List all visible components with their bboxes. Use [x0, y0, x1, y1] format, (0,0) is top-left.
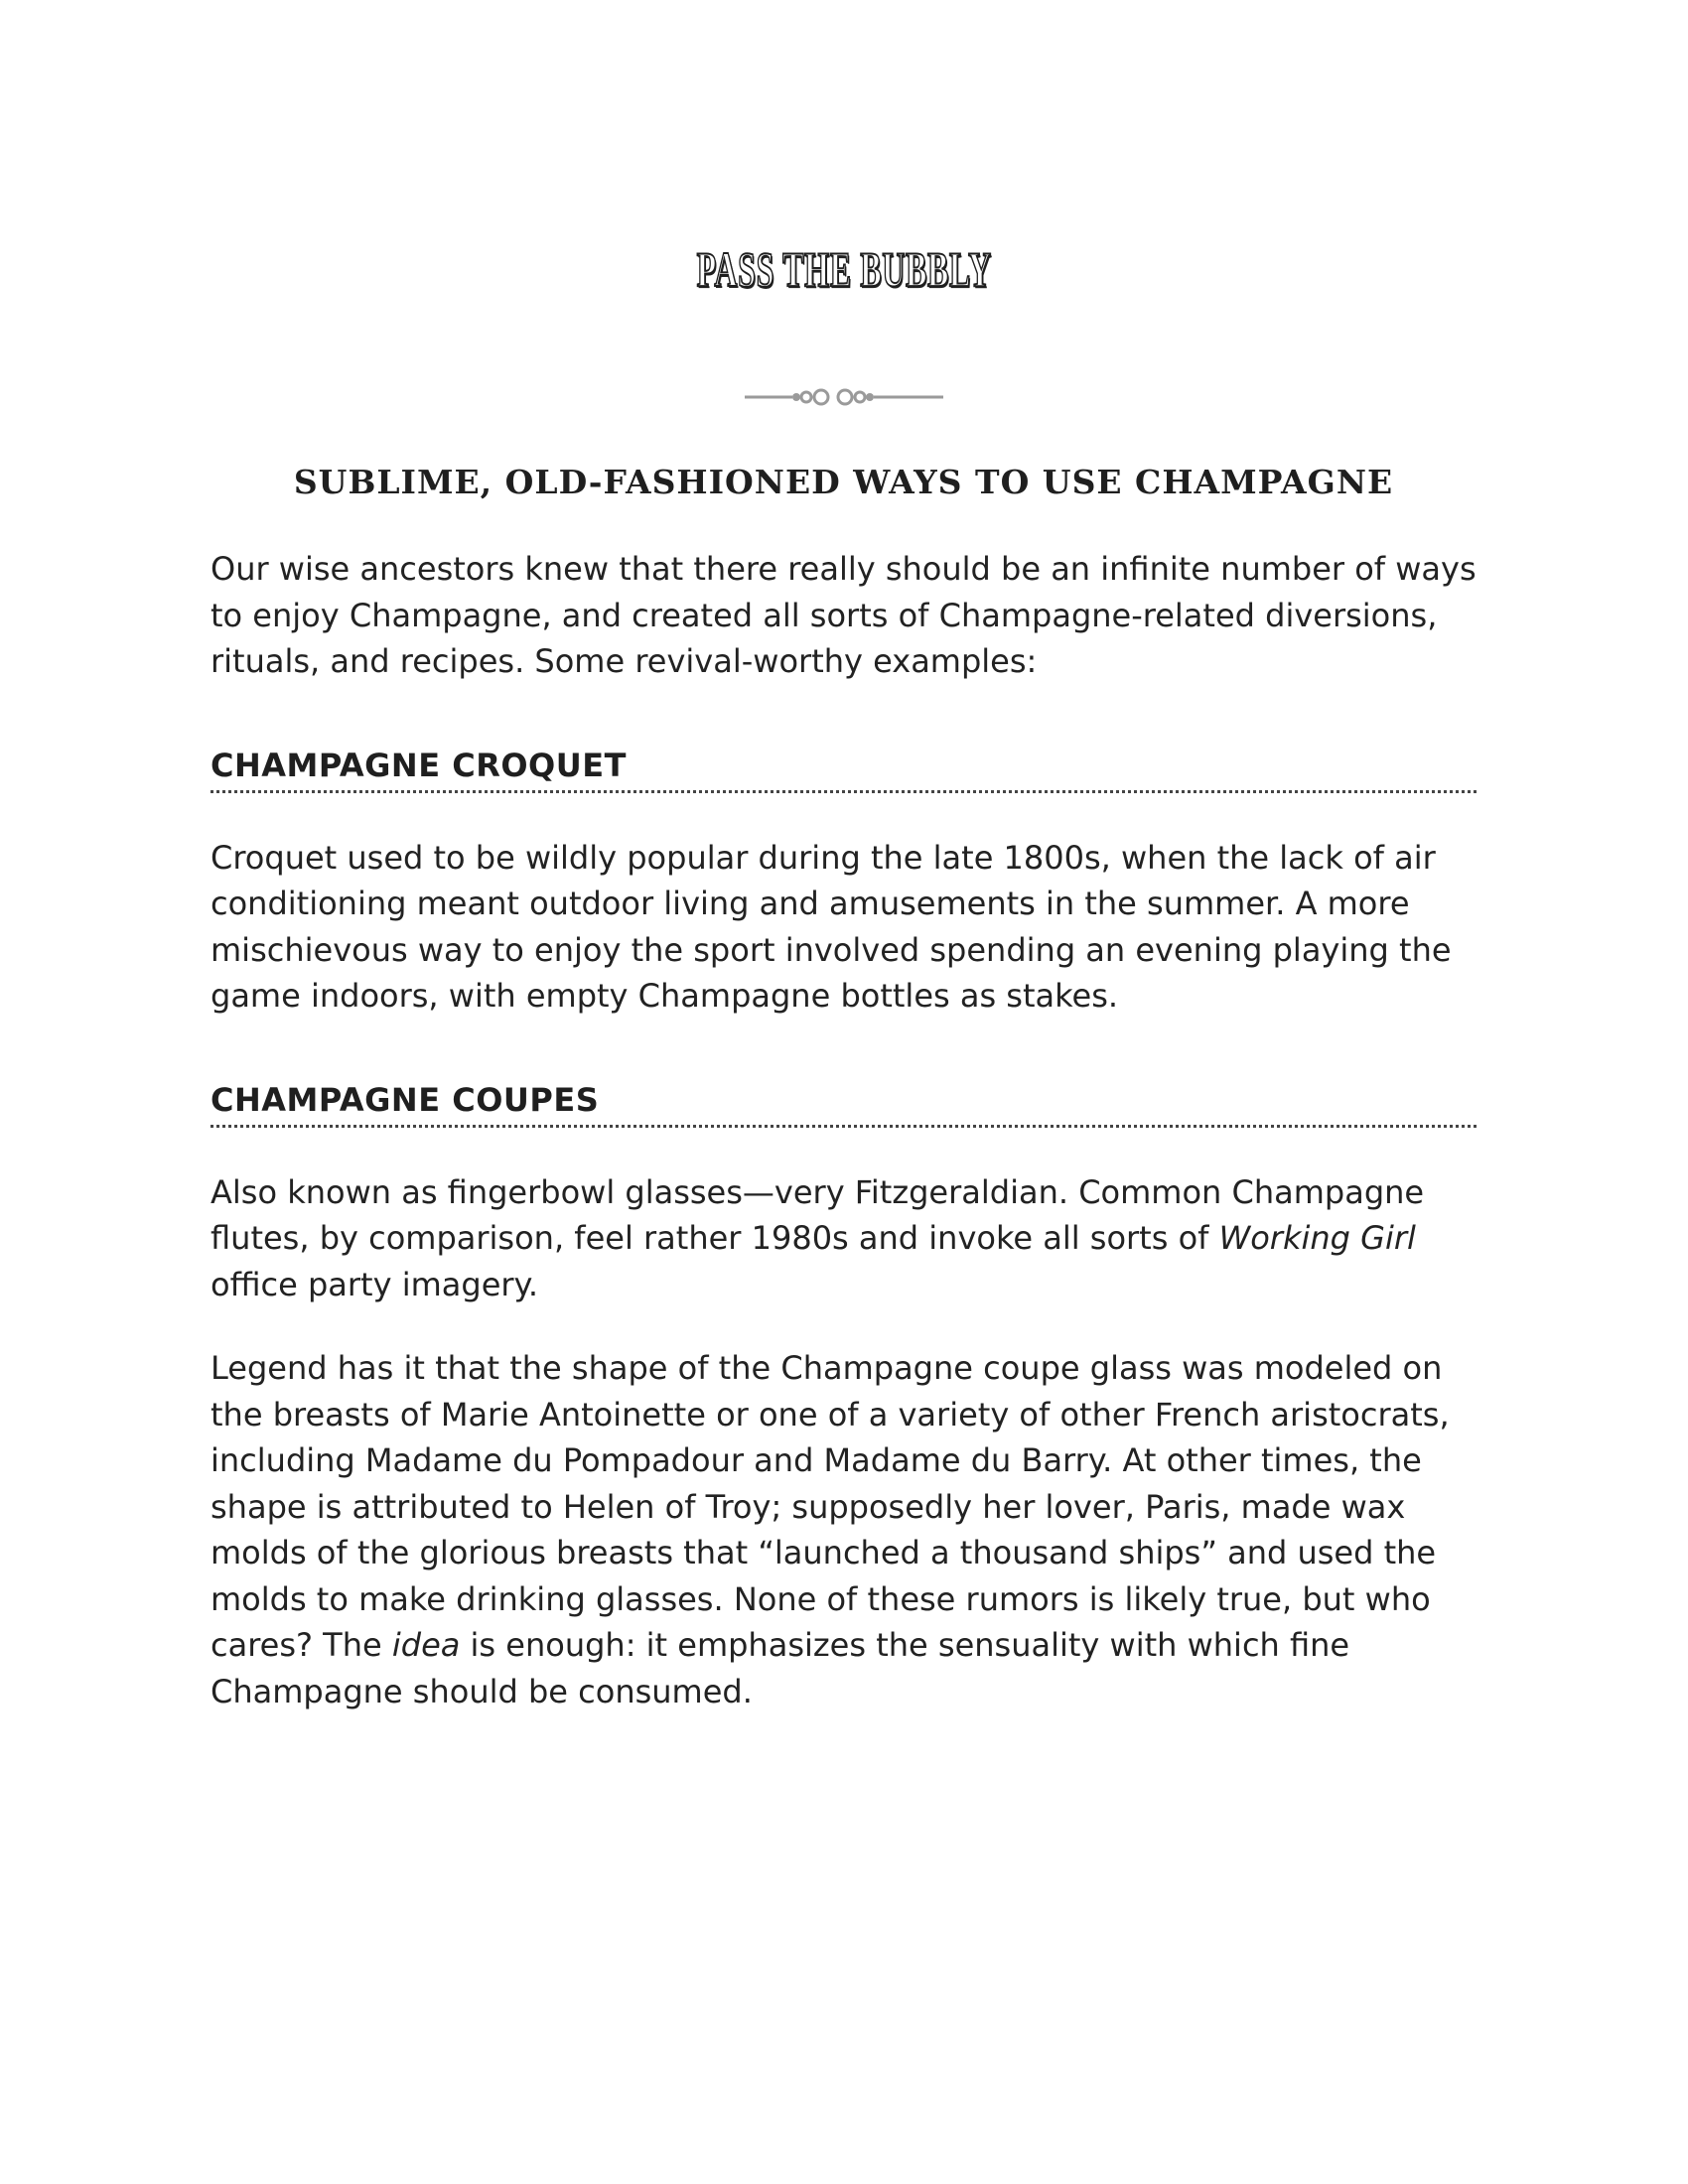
section-heading: SUBLIME, OLD-FASHIONED WAYS TO USE CHAMPAGNE [293, 463, 1394, 501]
main-content [211, 463, 1477, 1714]
paragraph-text: is enough: it emphasizes the sensuality with which fine Champagne should be consumed. [211, 1626, 1350, 1710]
film-title-italic: Working Girl [1218, 1219, 1416, 1257]
croquet-paragraph: Croquet used to be wildly popular during the late 1800s, when the lack of air conditioning meant outdoor living and amusements in the summer. A more mischievous way to enjoy the sport involved spending an evening playing the game indoors, with empty Champagne bottles as stakes. [211, 838, 1452, 1015]
intro-paragraph: Our wise ancestors knew that there really should be an infinite number of ways to enjoy Champagne, and created all sorts of Champagne-related diversions, rituals, and recipes. Some revival-worthy examples: [211, 550, 1477, 680]
paragraph-text: Legend has it that the shape of the Champagne coupe glass was modeled on the breasts of Marie Antoinette or one of a variety of other French aristocrats, including Madame du Pompadour and Madame du Barry. At other times, the shape is attributed to Helen of Troy; supposedly her lover, Paris, made wax molds of the glorious breasts that “launched a thousand ships” and used the molds to make drinking glasses. None of these rumors is likely true, but who cares? The [211, 1349, 1450, 1664]
decorative-divider-icon [0, 387, 1688, 412]
running-header-title: PASS THE BUBBLY [696, 241, 992, 297]
page-header [0, 241, 1688, 297]
subheading-champagne-coupes: CHAMPAGNE COUPES [211, 1081, 1477, 1128]
coupes-paragraph-1 [211, 1169, 1477, 1308]
paragraph-text: Also known as fingerbowl glasses—very Fitzgeraldian. Common Champagne flutes, by comparison, feel rather 1980s and invoke all sorts of [211, 1172, 1425, 1257]
emphasis-italic: idea [391, 1626, 461, 1664]
coupes-paragraph-2 [211, 1345, 1477, 1714]
subheading-champagne-croquet: CHAMPAGNE CROQUET [211, 747, 1477, 793]
paragraph-text: office party imagery. [211, 1265, 539, 1303]
